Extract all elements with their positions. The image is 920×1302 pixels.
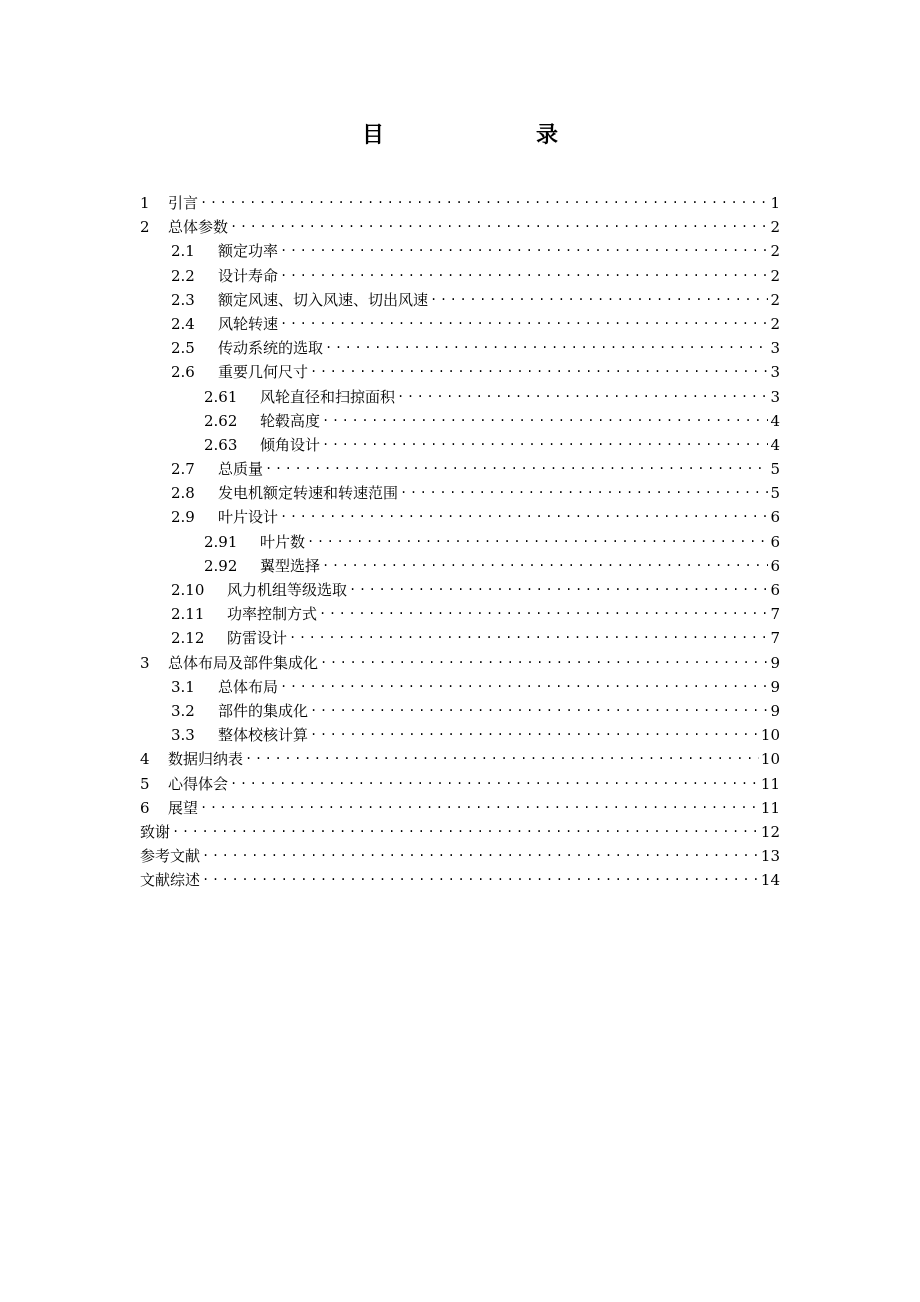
toc-entry-page-number: 12: [760, 822, 780, 841]
toc-entry-label: 功率控制方式: [227, 605, 318, 624]
toc-entry-number: 2.6: [171, 363, 195, 382]
toc-entry-number: 3.2: [171, 701, 195, 720]
toc-entry-label: 总体参数: [168, 218, 229, 237]
toc-entry-page-number: 2: [770, 218, 780, 237]
dot-leader: [280, 506, 768, 522]
dot-leader: [430, 289, 768, 305]
toc-entry-label: 参考文献: [140, 847, 201, 866]
toc-entry-label: 防雷设计: [227, 629, 288, 648]
toc-entry-number: 3: [140, 653, 150, 672]
toc-entry[interactable]: [140, 289, 780, 313]
dot-leader: [265, 458, 768, 474]
toc-entry-label: 叶片数: [260, 532, 306, 551]
toc-entry-page-number: 3: [770, 387, 780, 406]
toc-entry-page-number: 3: [770, 363, 780, 382]
toc-entry-number: 2.2: [171, 266, 195, 285]
toc-entry-number: 2.12: [171, 629, 205, 648]
toc-entry-page-number: 6: [770, 556, 780, 575]
toc-entry-page-number: 10: [760, 726, 780, 745]
dot-leader: [280, 313, 768, 329]
toc-entry[interactable]: [140, 386, 780, 410]
dot-leader: [289, 627, 768, 643]
toc-entry-label: 叶片设计: [218, 508, 279, 527]
toc-entry[interactable]: [140, 265, 780, 289]
toc-entry-page-number: 2: [770, 266, 780, 285]
toc-entry[interactable]: [140, 773, 780, 797]
toc-entry-page-number: 9: [770, 653, 780, 672]
toc-entry-page-number: 7: [770, 605, 780, 624]
dot-leader: [230, 773, 759, 789]
dot-leader: [310, 700, 768, 716]
toc-entry-number: 2.63: [204, 435, 238, 454]
toc-entry-number: 5: [140, 774, 150, 793]
toc-entry-page-number: 9: [770, 677, 780, 696]
toc-entry-number: 2.3: [171, 290, 195, 309]
toc-entry[interactable]: [140, 482, 780, 506]
dot-leader: [397, 386, 768, 402]
toc-entry-label: 文献综述: [140, 871, 201, 890]
toc-entry-label: 整体校核计算: [218, 726, 309, 745]
toc-entry-label: 重要几何尺寸: [218, 363, 309, 382]
toc-entry-label: 风力机组等级选取: [227, 581, 348, 599]
dot-leader: [202, 845, 759, 861]
toc-entry[interactable]: [140, 555, 780, 579]
toc-entry[interactable]: [140, 603, 780, 627]
toc-entry-label: 额定功率: [218, 242, 279, 261]
dot-leader: [322, 410, 768, 426]
toc-entry[interactable]: [140, 458, 780, 482]
toc-entry-label: 风轮直径和扫掠面积: [260, 387, 396, 406]
dot-leader: [310, 361, 768, 377]
toc-entry-number: 2.9: [171, 508, 195, 527]
toc-entry-label: 轮毂高度: [260, 411, 321, 430]
toc-entry[interactable]: [140, 797, 780, 821]
toc-entry-label: 数据归纳表: [168, 750, 244, 769]
toc-entry-page-number: 5: [770, 484, 780, 503]
toc-entry-label: 发电机额定转速和转速范围: [218, 484, 399, 503]
dot-leader: [400, 482, 768, 498]
toc-entry[interactable]: [140, 676, 780, 700]
toc-entry-number: 2: [140, 218, 150, 237]
toc-entry-number: 6: [140, 798, 150, 817]
toc-entry[interactable]: [140, 410, 780, 434]
toc-entry[interactable]: [140, 652, 780, 676]
toc-entry-number: 2.5: [171, 339, 195, 358]
toc-entry[interactable]: [140, 748, 780, 772]
dot-leader: [280, 240, 768, 256]
toc-entry-page-number: 6: [770, 581, 780, 599]
toc-entry[interactable]: [140, 192, 780, 216]
toc-entry-label: 传动系统的选取: [218, 339, 324, 358]
dot-leader: [325, 337, 768, 353]
dot-leader: [245, 748, 759, 764]
toc-entry-number: 2.92: [204, 556, 238, 575]
toc-entry-number: 2.7: [171, 460, 195, 479]
dot-leader: [349, 579, 768, 595]
toc-entry[interactable]: [140, 821, 780, 845]
dot-leader: [320, 652, 768, 668]
toc-entry-page-number: 9: [770, 701, 780, 720]
toc-entry-page-number: 4: [770, 435, 780, 454]
dot-leader: [200, 797, 759, 813]
toc-entry-number: 3.1: [171, 677, 195, 696]
toc-title: 目 录: [361, 122, 594, 148]
toc-entry-page-number: 10: [760, 750, 780, 769]
toc-entry-page-number: 2: [770, 314, 780, 333]
toc-entry-label: 倾角设计: [260, 435, 321, 454]
dot-leader: [322, 434, 768, 450]
toc-entry-page-number: 11: [760, 798, 780, 817]
toc-entry-page-number: 4: [770, 411, 780, 430]
toc-entry-label: 心得体会: [168, 774, 229, 793]
toc-entry-page-number: 3: [770, 339, 780, 358]
dot-leader: [307, 531, 768, 547]
toc-entry[interactable]: [140, 700, 780, 724]
toc-entry-number: 2.8: [171, 484, 195, 503]
toc-entry[interactable]: [140, 337, 780, 361]
toc-entry-page-number: 11: [760, 774, 780, 793]
toc-entry-label: 致谢: [140, 822, 171, 841]
toc-entry-number: 4: [140, 750, 150, 769]
toc-entry[interactable]: [140, 869, 780, 893]
toc-entry-label: 总质量: [218, 460, 264, 479]
toc-entry[interactable]: [140, 313, 780, 337]
dot-leader: [322, 555, 768, 571]
toc-entry-number: 2.1: [171, 242, 195, 261]
toc-entry-page-number: 1: [770, 194, 780, 212]
toc-entry-number: 2.11: [171, 605, 205, 624]
toc-entry-number: 2.62: [204, 411, 238, 430]
toc-entry[interactable]: [140, 627, 780, 651]
toc-entry[interactable]: [140, 579, 780, 603]
toc-entry-page-number: 5: [770, 460, 780, 479]
toc-entry-label: 展望: [168, 798, 199, 817]
toc-entry-label: 部件的集成化: [218, 701, 309, 720]
toc-entry[interactable]: [140, 531, 780, 555]
toc-entry[interactable]: [140, 434, 780, 458]
toc-entry-number: 2.4: [171, 314, 195, 333]
dot-leader: [202, 869, 759, 885]
toc-entry-page-number: 14: [760, 871, 780, 890]
toc-entry-number: 2.10: [171, 581, 205, 599]
toc-entry-number: 2.61: [204, 387, 238, 406]
toc-entry-page-number: 2: [770, 290, 780, 309]
toc-entry-label: 额定风速、切入风速、切出风速: [218, 290, 429, 309]
dot-leader: [280, 676, 768, 692]
dot-leader: [200, 192, 768, 208]
toc-entry-page-number: 2: [770, 242, 780, 261]
toc-entry[interactable]: [140, 361, 780, 385]
toc-entry[interactable]: [140, 506, 780, 530]
table-of-contents: [140, 192, 780, 893]
toc-entry[interactable]: [140, 845, 780, 869]
toc-entry-page-number: 7: [770, 629, 780, 648]
toc-entry-label: 总体布局及部件集成化: [168, 653, 319, 672]
toc-entry-label: 总体布局: [218, 677, 279, 696]
toc-entry-number: 3.3: [171, 726, 195, 745]
toc-entry-page-number: 6: [770, 532, 780, 551]
toc-entry-label: 翼型选择: [260, 556, 321, 575]
toc-entry-number: 2.91: [204, 532, 238, 551]
dot-leader: [310, 724, 759, 740]
toc-entry[interactable]: [140, 216, 780, 240]
toc-entry-label: 风轮转速: [218, 314, 279, 333]
dot-leader: [280, 265, 768, 281]
toc-entry[interactable]: [140, 240, 780, 264]
dot-leader: [230, 216, 768, 232]
toc-entry-page-number: 6: [770, 508, 780, 527]
dot-leader: [319, 603, 768, 619]
dot-leader: [172, 821, 759, 837]
toc-entry-label: 引言: [168, 194, 199, 212]
toc-entry[interactable]: [140, 724, 780, 748]
toc-entry-page-number: 13: [760, 847, 780, 866]
toc-entry-label: 设计寿命: [218, 266, 279, 285]
toc-entry-number: 1: [140, 194, 150, 212]
